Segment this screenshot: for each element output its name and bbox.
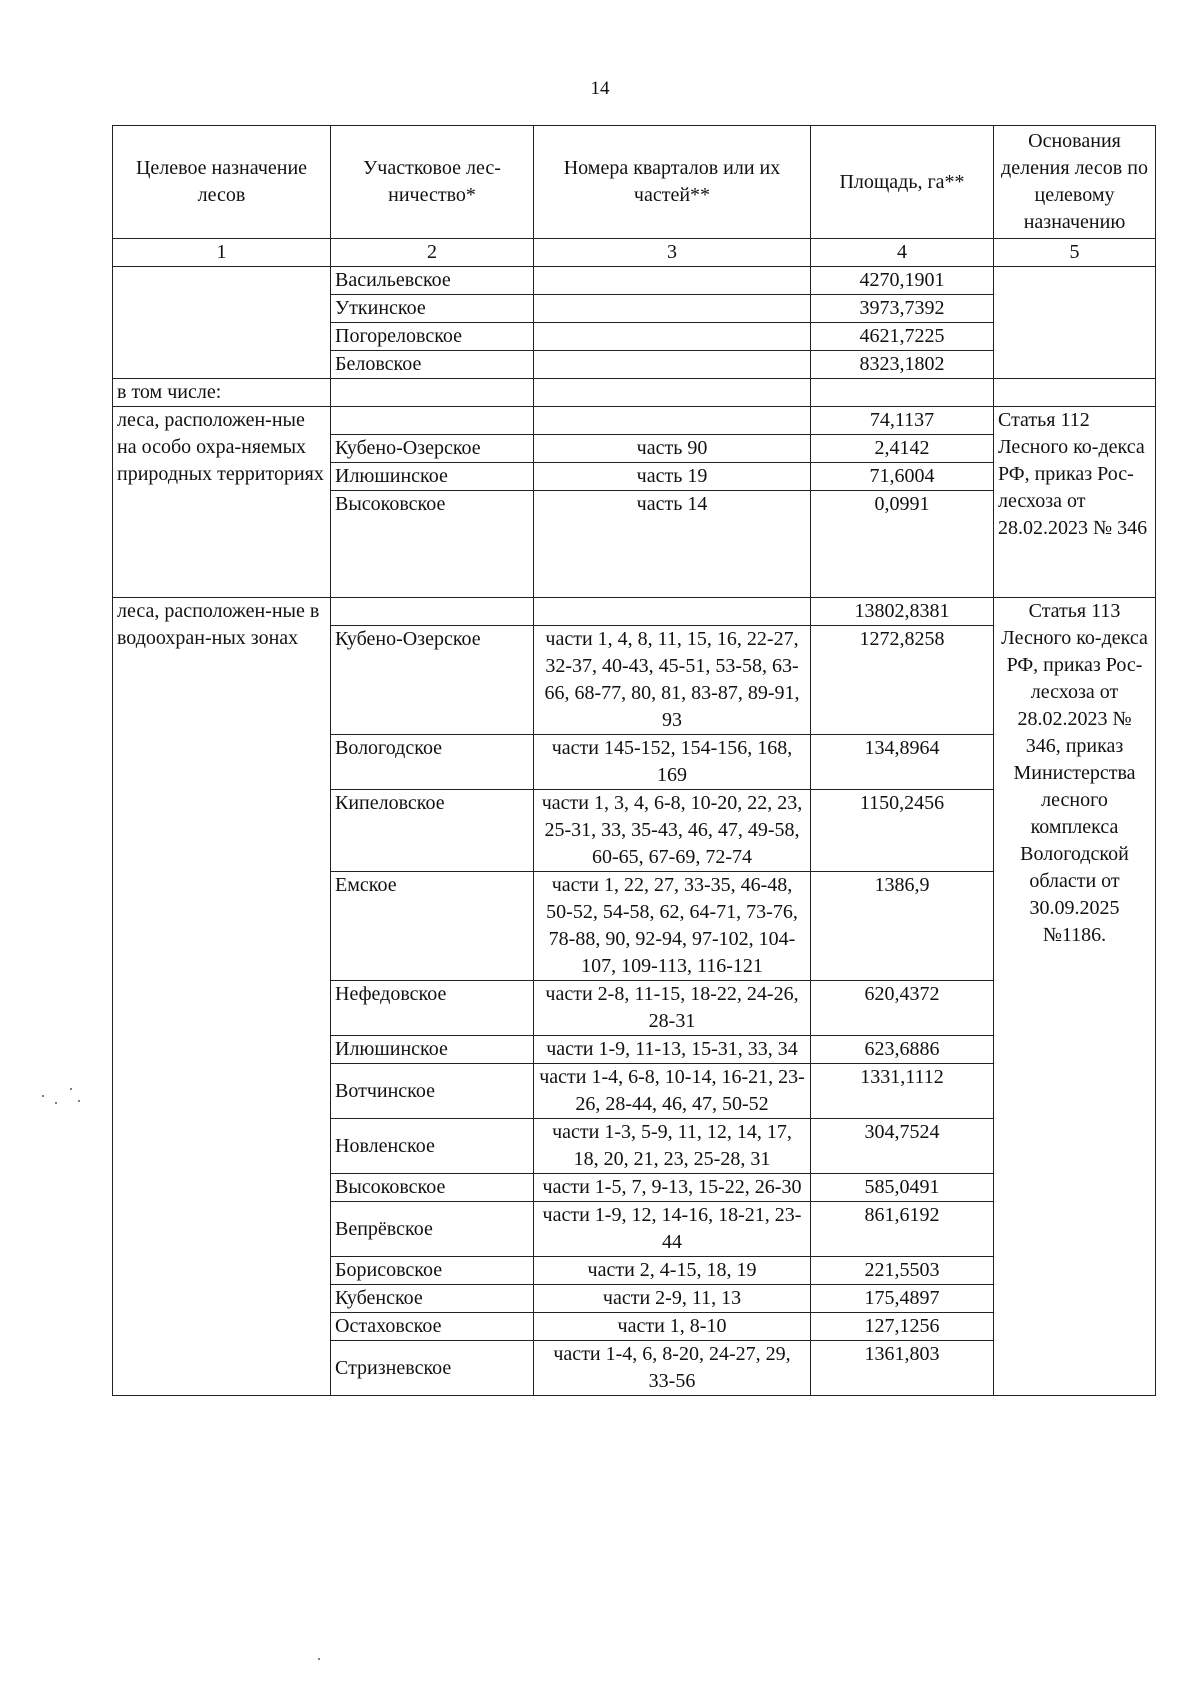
area-cell: 2,4142 [811,435,994,463]
header-purpose: Целевое назначение лесов [113,126,331,239]
quarters-cell [534,407,811,435]
column-number-row [113,239,1156,267]
quarters-cell: части 2-8, 11-15, 18-22, 24-26, 28-31 [534,981,811,1036]
quarters-cell: части 1-9, 11-13, 15-31, 33, 34 [534,1036,811,1064]
column-number: 4 [811,239,994,267]
forestry-cell [331,598,534,626]
forestry-cell: Остаховское [331,1313,534,1341]
quarters-cell [534,267,811,295]
forestry-cell: Вепрёвское [331,1202,534,1257]
area-cell: 0,0991 [811,491,994,598]
quarters-cell: части 145-152, 154-156, 168, 169 [534,735,811,790]
column-number: 1 [113,239,331,267]
area-cell: 1386,9 [811,872,994,981]
header-area: Площадь, га** [811,126,994,239]
forestry-cell: Высоковское [331,1174,534,1202]
page-number: 14 [590,78,610,99]
area-cell: 623,6886 [811,1036,994,1064]
scan-speck [70,1088,72,1090]
area-cell: 1150,2456 [811,790,994,872]
header-row [113,126,1156,239]
forest-purpose-table [112,125,1156,1396]
forestry-cell: Кипеловское [331,790,534,872]
area-total: 13802,8381 [811,598,994,626]
scan-speck [42,1095,44,1097]
quarters-cell: часть 14 [534,491,811,598]
basis-protected: Статья 112 Лесного ко-декса РФ, приказ Рос-лесхоза от 28.02.2023 № 346 [994,407,1156,598]
scan-speck [318,1658,320,1660]
quarters-cell: части 1, 22, 27, 33-35, 46-48, 50-52, 54-58, 62, 64-71, 73-76, 78-88, 90, 92-94, 97-102, 104-107, 109-113, 116-121 [534,872,811,981]
header-forestry: Участковое лес-ничество* [331,126,534,239]
quarters-cell: части 1-4, 6, 8-20, 24-27, 29, 33-56 [534,1341,811,1396]
forestry-cell: Борисовское [331,1257,534,1285]
header-basis: Основания деления лесов по целевому назначению [994,126,1156,239]
protected-total-row [113,407,1156,435]
area-cell: 8323,1802 [811,351,994,379]
quarters-cell [534,323,811,351]
forestry-cell: Новленское [331,1119,534,1174]
empty-cell [811,379,994,407]
empty-cell [331,379,534,407]
area-cell: 585,0491 [811,1174,994,1202]
quarters-cell: части 1-4, 6-8, 10-14, 16-21, 23-26, 28-44, 46, 47, 50-52 [534,1064,811,1119]
purpose-protected: леса, расположен-ные на особо охра-няемых природных территориях [113,407,331,598]
quarters-cell: части 1-3, 5-9, 11, 12, 14, 17, 18, 20, 21, 23, 25-28, 31 [534,1119,811,1174]
forestry-cell [331,407,534,435]
empty-cell [534,379,811,407]
purpose-water: леса, расположен-ные в водоохран-ных зонах [113,598,331,1396]
purpose-cell [113,267,331,379]
water-total-row [113,598,1156,626]
forestry-cell: Илюшинское [331,463,534,491]
area-cell: 134,8964 [811,735,994,790]
quarters-cell: части 1, 3, 4, 6-8, 10-20, 22, 23, 25-31, 33, 35-43, 46, 47, 49-58, 60-65, 67-69, 72-74 [534,790,811,872]
header-quarters: Номера кварталов или их частей** [534,126,811,239]
including-row [113,379,1156,407]
area-cell: 4270,1901 [811,267,994,295]
forestry-cell: Кубено-Озерское [331,626,534,735]
area-cell: 4621,7225 [811,323,994,351]
quarters-cell: часть 19 [534,463,811,491]
basis-cell [994,267,1156,379]
forestry-cell: Кубенское [331,1285,534,1313]
column-number: 3 [534,239,811,267]
forestry-cell: Высоковское [331,491,534,598]
area-cell: 3973,7392 [811,295,994,323]
quarters-cell: части 1, 4, 8, 11, 15, 16, 22-27, 32-37, 40-43, 45-51, 53-58, 63-66, 68-77, 80, 81, 83-87, 89-91, 93 [534,626,811,735]
forestry-cell: Погореловское [331,323,534,351]
column-number: 5 [994,239,1156,267]
quarters-cell: части 2-9, 11, 13 [534,1285,811,1313]
area-cell: 71,6004 [811,463,994,491]
column-number: 2 [331,239,534,267]
area-cell: 127,1256 [811,1313,994,1341]
empty-cell [994,379,1156,407]
forestry-cell: Нефедовское [331,981,534,1036]
area-cell: 1361,803 [811,1341,994,1396]
area-cell: 1331,1112 [811,1064,994,1119]
area-cell: 861,6192 [811,1202,994,1257]
scan-speck [55,1102,57,1104]
including-label: в том числе: [113,379,331,407]
quarters-cell [534,598,811,626]
quarters-cell [534,295,811,323]
forestry-cell: Вотчинское [331,1064,534,1119]
area-cell: 175,4897 [811,1285,994,1313]
quarters-cell: части 1-9, 12, 14-16, 18-21, 23-44 [534,1202,811,1257]
forestry-cell: Уткинское [331,295,534,323]
area-total: 74,1137 [811,407,994,435]
quarters-cell: часть 90 [534,435,811,463]
quarters-cell: части 2, 4-15, 18, 19 [534,1257,811,1285]
scan-speck [78,1100,80,1102]
quarters-cell: части 1-5, 7, 9-13, 15-22, 26-30 [534,1174,811,1202]
forestry-cell: Беловское [331,351,534,379]
quarters-cell [534,351,811,379]
table-row [113,267,1156,295]
basis-water: Статья 113 Лесного ко-декса РФ, приказ Рос-лесхоза от 28.02.2023 № 346, приказ Министерства лесного комплекса Вологодской области от 30.09.2025 №1186. [994,598,1156,1396]
forestry-cell: Илюшинское [331,1036,534,1064]
forestry-cell: Вологодское [331,735,534,790]
forestry-cell: Васильевское [331,267,534,295]
area-cell: 1272,8258 [811,626,994,735]
forestry-cell: Стризневское [331,1341,534,1396]
forestry-cell: Емское [331,872,534,981]
area-cell: 304,7524 [811,1119,994,1174]
forestry-cell: Кубено-Озерское [331,435,534,463]
area-cell: 620,4372 [811,981,994,1036]
area-cell: 221,5503 [811,1257,994,1285]
quarters-cell: части 1, 8-10 [534,1313,811,1341]
